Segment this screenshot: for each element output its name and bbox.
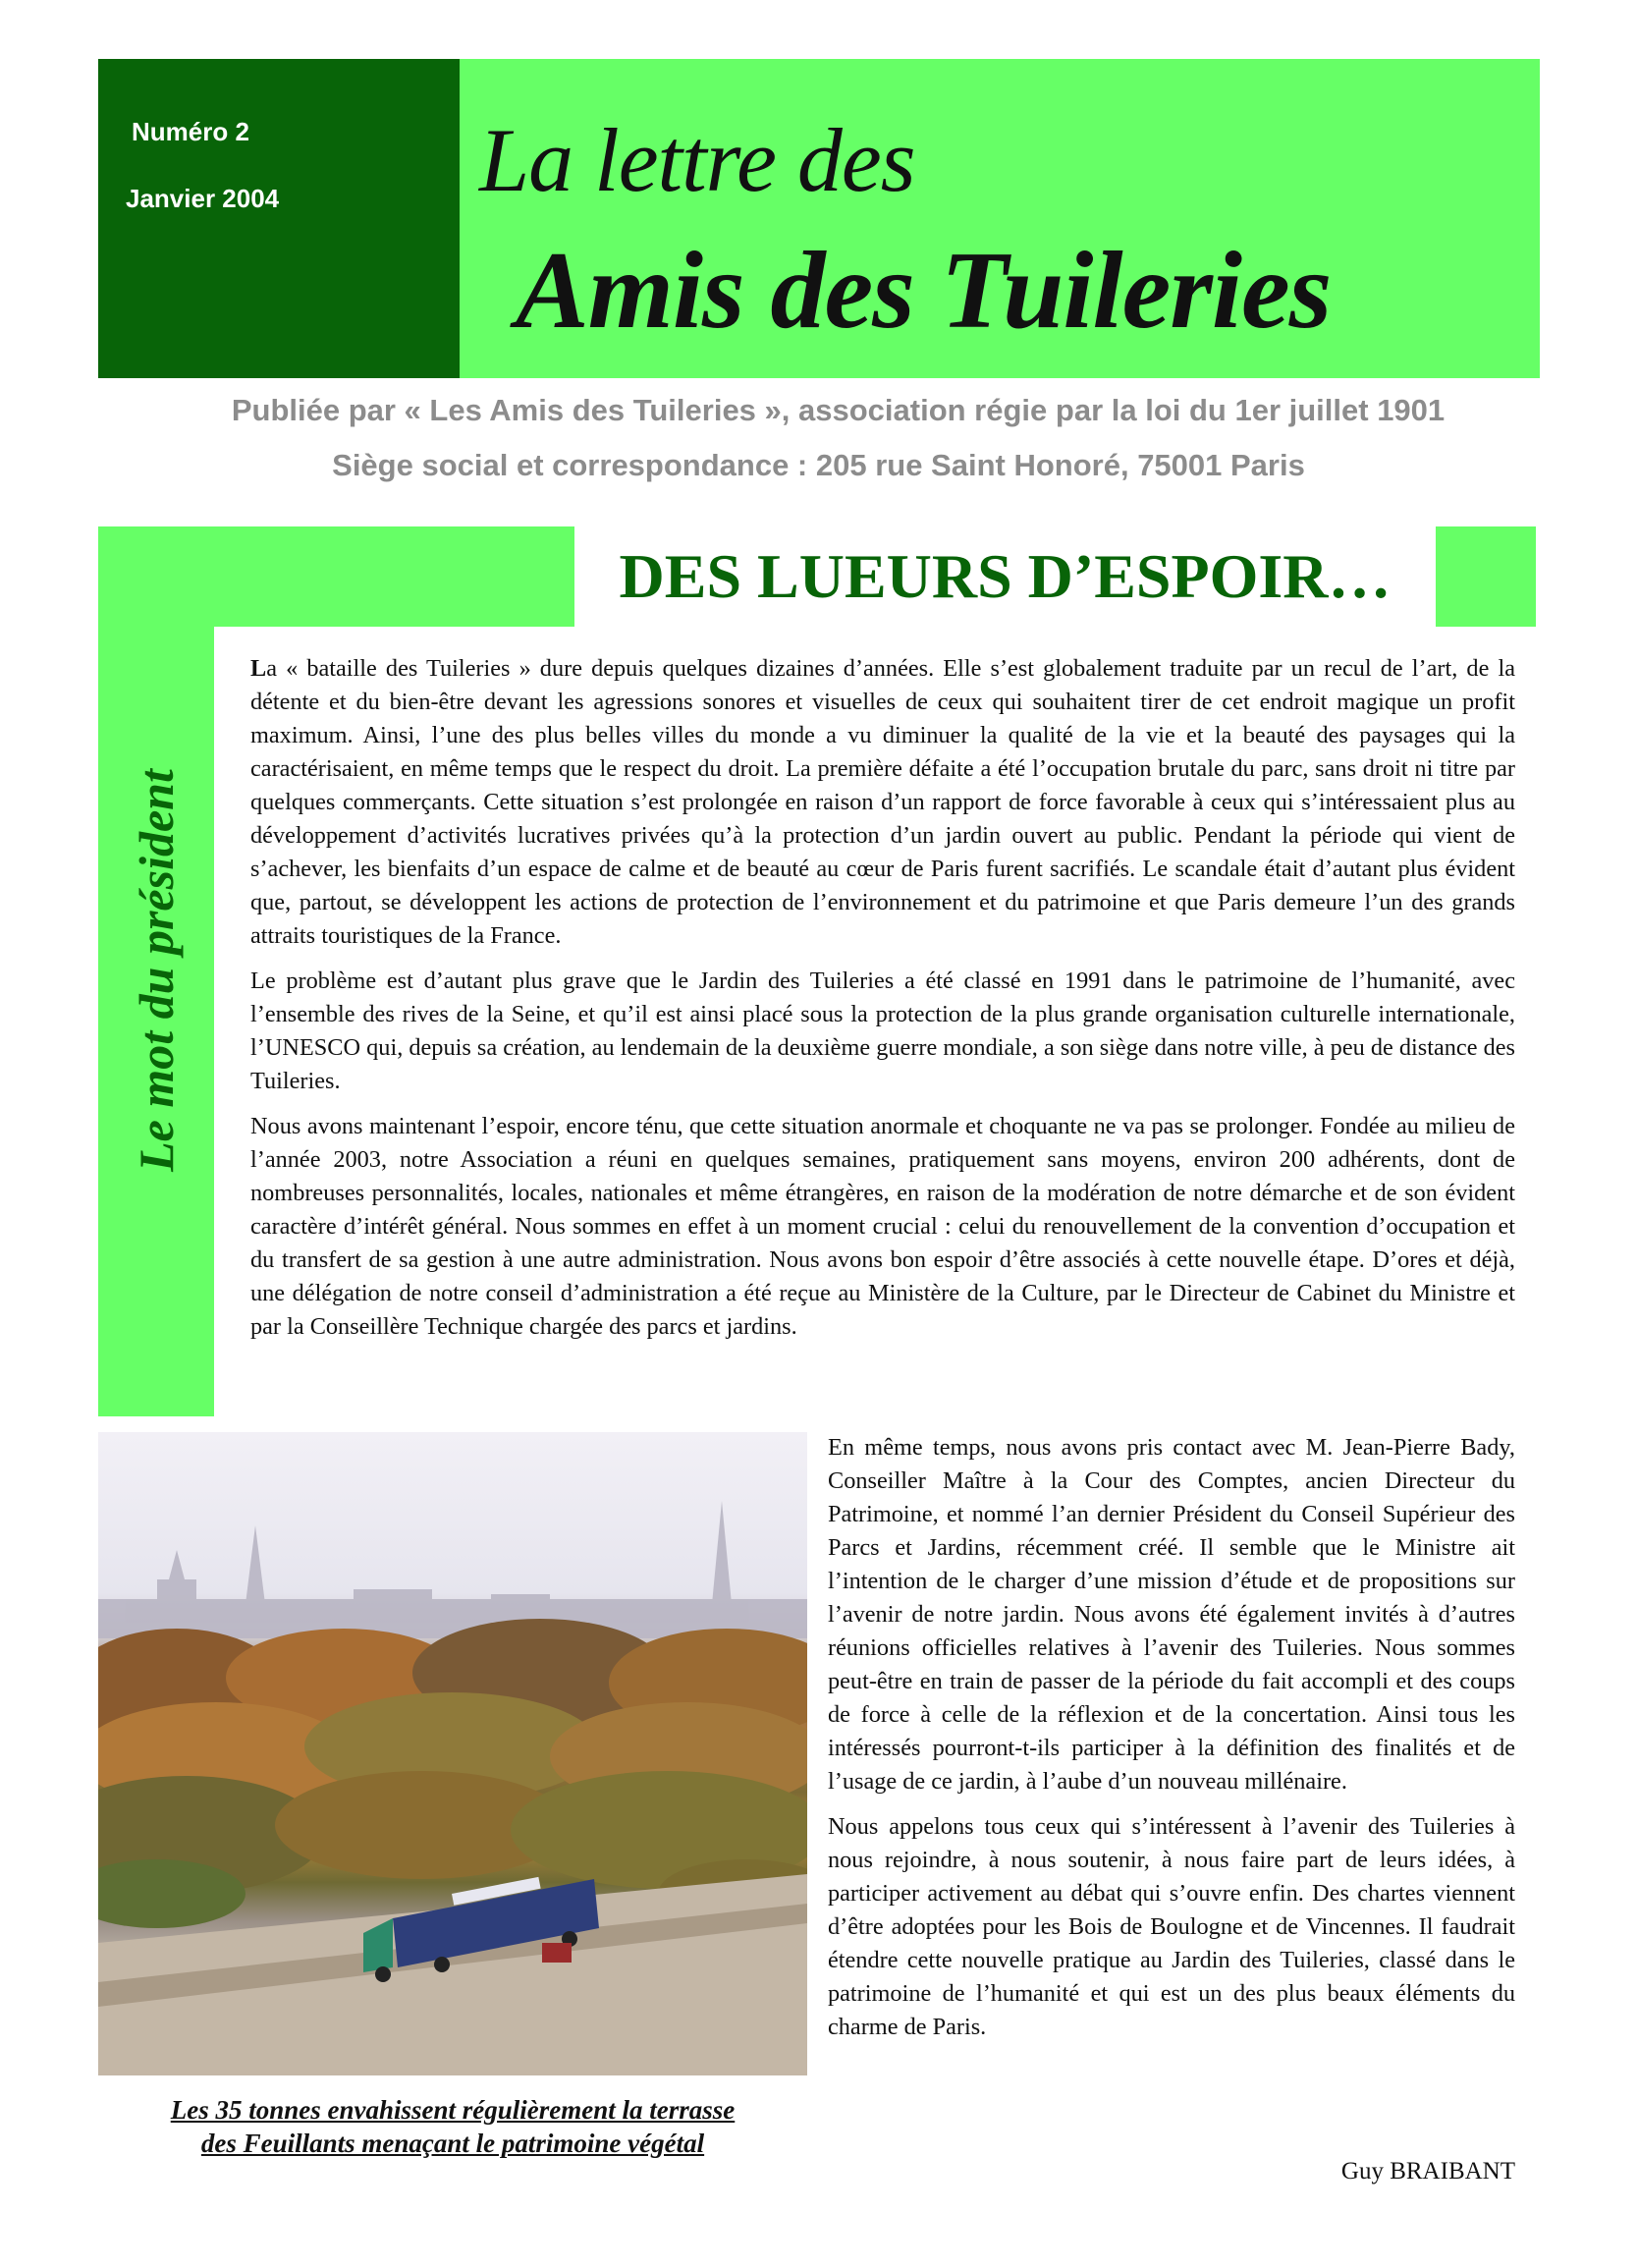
photo-caption <box>98 2093 807 2160</box>
article-body-continued <box>828 1431 1515 2056</box>
article-body <box>250 652 1515 1355</box>
drop-cap: L <box>250 655 267 682</box>
tuileries-photo <box>98 1432 807 2075</box>
section-top-bar-end <box>1436 526 1536 627</box>
author-signature: Guy BRAIBANT <box>1340 2158 1515 2185</box>
issue-number: Numéro 2 <box>132 117 249 146</box>
newsletter-title-line1: La lettre des <box>479 110 915 210</box>
article-headline: DES LUEURS D’ESPOIR… <box>574 526 1436 627</box>
issue-date: Janvier 2004 <box>126 184 280 213</box>
header-issue-panel <box>98 59 460 378</box>
caption-line: Les 35 tonnes envahissent régulièrement la terrasse <box>170 2095 736 2125</box>
paragraph-text: a « bataille des Tuileries » dure depuis quelques dizaines d’années. Elle s’est globalement traduite par un recul de l’art, de la détente et du bien-être devant les agressions sonores et visuelles de ceux qui souhaitent tirer de cet endroit magique un profit maximum. Ainsi, l’une des plus belles villes du monde a vu diminuer la qualité de la vie et la beauté des paysages qui la caractérisaient, en même temps que le respect du droit. La première défaite a été l’occupation brutale du parc, sans droit ni titre par quelques commerçants. Cette situation s’est prolongée en raison d’un rapport de force favorable à ceux qui s’intéressaient plus au développement d’activités lucratives privées qu’à la protection d’un jardin ouvert au public. Pendant la période qui vient de s’achever, les bienfaits d’un espace de calme et de beauté au cœur de Paris furent sacrifiés. Le scandale était d’autant plus évident que, partout, se développent les actions de protection de l’environnement et du patrimoine et que Paris demeure l’un des grands attraits touristiques de la France. <box>250 655 1515 949</box>
article-paragraph: Nous avons maintenant l’espoir, encore ténu, que cette situation anormale et choquante ne va pas se prolonger. Fondée au milieu de l’année 2003, notre Association a réuni en quelques semaines, pratiquement sans moyens, environ 200 adhérents, dont de nombreuses personnalités, locales, nationales et même étrangères, en raison de la modération de notre démarche et de son évident caractère d’intérêt général. Nous sommes en effet à un moment crucial : celui du renouvellement de la convention d’occupation et du transfert de sa gestion à une autre administration. Nous avons bon espoir d’être associés à cette nouvelle étape. D’ores et déjà, une délégation de notre conseil d’administration a été reçue au Ministère de la Culture, par le Directeur de Cabinet du Ministre et par la Conseillère Technique chargée des parcs et jardins. <box>250 1113 1515 1340</box>
section-top-bar <box>98 526 574 627</box>
article-paragraph <box>250 652 1515 953</box>
newsletter-title-line2: Amis des Tuileries <box>516 230 1332 352</box>
publisher-line: Publiée par « Les Amis des Tuileries », association régie par la loi du 1er juillet 1901 <box>231 393 1446 427</box>
address-line: Siège social et correspondance : 205 rue Saint Honoré, 75001 Paris <box>332 448 1305 482</box>
article-paragraph: Nous appelons tous ceux qui s’intéressent à l’avenir des Tuileries à nous rejoindre, à nous soutenir, à nous faire part de leurs idées, à participer activement au débat qui s’ouvre enfin. Des chartes viennent d’être adoptées pour les Bois de Boulogne et de Vincennes. Il faudrait étendre cette nouvelle pratique au Jardin des Tuileries, classé dans le patrimoine de l’humanité et qui est un des plus beaux éléments du charme de Paris. <box>828 1813 1515 2040</box>
article-paragraph: En même temps, nous avons pris contact avec M. Jean-Pierre Bady, Conseiller Maître à la Cour des Comptes, ancien Directeur du Patrimoine, et nommé l’an dernier Président du Conseil Supérieur des Parcs et Jardins, récemment créé. Il semble que le Ministre ait l’intention de le charger d’une mission d’étude et de propositions sur l’avenir de notre jardin. Nous avons été également invités à d’autres réunions officielles relatives à l’avenir des Tuileries. Nous sommes peut-être en train de passer de la période du fait accompli et des coups de force à celle de la réflexion et de la concertation. Ainsi tous les intéressés pourront-t-ils participer à la définition des finalités et de l’usage de ce jardin, à l’aube d’un nouveau millénaire. <box>828 1434 1515 1795</box>
photo-illustration <box>98 1432 807 2075</box>
caption-line: des Feuillants menaçant le patrimoine végétal <box>200 2129 705 2158</box>
article-paragraph: Le problème est d’autant plus grave que le Jardin des Tuileries a été classé en 1991 dans le patrimoine de l’humanité, avec l’ensemble des rives de la Seine, et qu’il est ainsi placé sous la protection de la plus grande organisation culturelle internationale, l’UNESCO qui, depuis sa création, au lendemain de la deuxième guerre mondiale, a son siège dans notre ville, à peu de distance des Tuileries. <box>250 968 1515 1094</box>
section-label: Le mot du président <box>129 769 184 1172</box>
